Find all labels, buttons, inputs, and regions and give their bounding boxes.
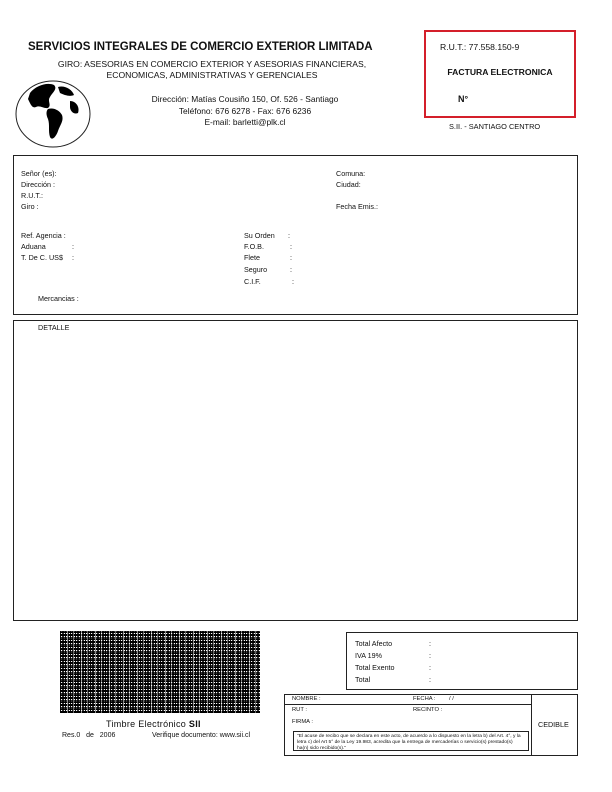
label-rut-receptor: RUT : [292, 707, 308, 713]
fecha-separators: / / [449, 696, 454, 702]
company-name: SERVICIOS INTEGRALES DE COMERCIO EXTERIOR LIMITADA [28, 41, 373, 53]
label-nombre: NOMBRE : [292, 696, 321, 702]
label-ref-agencia: Ref. Agencia : [21, 231, 66, 240]
company-email: E-mail: barletti@plk.cl [204, 117, 286, 127]
label-aduana: Aduana [21, 242, 46, 251]
label-senor: Señor (es): [21, 169, 57, 178]
sii-office: S.II. - SANTIAGO CENTRO [449, 122, 541, 131]
label-flete: Flete [244, 253, 260, 262]
label-tc-us: T. De C. US$ [21, 253, 63, 262]
label-fob: F.O.B. [244, 242, 264, 251]
document-type: FACTURA ELECTRONICA [447, 67, 553, 77]
colon: : [429, 639, 431, 648]
total-label: Total [355, 675, 371, 684]
detail-section [13, 320, 578, 621]
label-su-orden: Su Orden [244, 231, 275, 240]
total-afecto-label: Total Afecto [355, 639, 393, 648]
stamp-title-text: Timbre Electrónico [106, 719, 187, 729]
legal-text: "El acuse de recibo que se declara en este acto, de acuerdo a lo dispuesto en la letra b) del Art. 4°, y la letra c) del Art 5° de la Ley 19.983, acredita que la entrega de mercaderías o servicio(s) prestado(s) ha(n) sido recibido(s)." [297, 734, 521, 751]
label-direccion: Dirección : [21, 180, 55, 189]
colon: : [429, 663, 431, 672]
label-fecha: FECHA : [413, 696, 436, 702]
iva-label: IVA 19% [355, 651, 383, 660]
divider [531, 695, 532, 755]
label-firma: FIRMA : [292, 719, 313, 725]
detail-title: DETALLE [38, 323, 70, 332]
company-address: Dirección: Matías Cousiño 150, Of. 526 - Santiago [151, 94, 339, 104]
legal-notice [293, 731, 529, 751]
label-giro: Giro : [21, 202, 39, 211]
electronic-stamp-barcode [60, 631, 260, 713]
company-contact [140, 94, 350, 129]
totals-section [346, 632, 578, 690]
label-fecha-emision: Fecha Emis.: [336, 202, 378, 211]
stamp-res-label: Res.0 [62, 732, 81, 739]
divider [285, 704, 531, 705]
cedible-label: CEDIBLE [538, 720, 569, 729]
colon: : [290, 265, 292, 274]
rut-box [424, 30, 576, 118]
colon: : [292, 277, 294, 286]
label-rut: R.U.T.: [21, 191, 43, 200]
globe-icon [14, 79, 92, 149]
stamp-title-sii: SII [188, 719, 201, 729]
total-exento-label: Total Exento [355, 663, 395, 672]
client-section [13, 155, 578, 315]
label-comuna: Comuna: [336, 169, 366, 178]
colon: : [290, 242, 292, 251]
stamp-resolution [62, 732, 115, 739]
label-mercancias: Mercancias : [38, 294, 79, 303]
label-ciudad: Ciudad: [336, 180, 361, 189]
company-phone: Teléfono: 676 6278 - Fax: 676 6236 [178, 105, 312, 116]
company-giro: GIRO: ASESORIAS EN COMERCIO EXTERIOR Y ASESORIAS FINANCIERAS, ECONOMICAS, ADMINISTRATIVAS Y GERENCIALES [57, 59, 367, 80]
stamp-title [106, 720, 201, 729]
colon: : [290, 253, 292, 262]
rut-number: R.U.T.: 77.558.150-9 [440, 42, 520, 52]
label-seguro: Seguro [244, 265, 268, 274]
label-recinto: RECINTO : [413, 707, 443, 713]
colon: : [72, 253, 74, 262]
colon: : [429, 651, 431, 660]
colon: : [288, 231, 290, 240]
colon: : [72, 242, 74, 251]
label-cif: C.I.F. [244, 277, 261, 286]
colon: : [429, 675, 431, 684]
stamp-res-de: de [86, 732, 94, 739]
stamp-verify: Verifique documento: www.sii.cl [152, 732, 251, 739]
stamp-res-year: 2006 [99, 732, 116, 739]
receipt-acknowledgement [284, 694, 578, 756]
document-number-label: N° [458, 94, 469, 104]
